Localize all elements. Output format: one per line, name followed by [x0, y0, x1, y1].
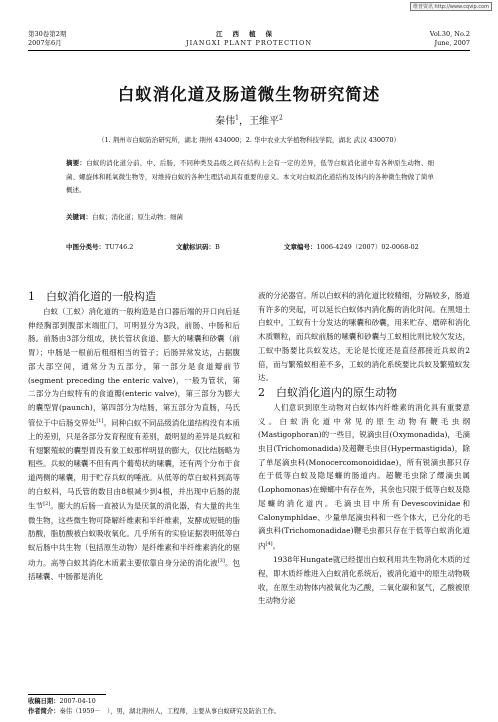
citation-3: [3] — [217, 557, 225, 564]
paper-title: 白蚁消化道及肠道微生物研究简述 — [117, 85, 381, 104]
citation-4: [4] — [265, 540, 273, 547]
keywords — [66, 212, 434, 221]
s1-text-2: 。同种白蚁不同品级消化道结构没有本质上的差别，只是各部分发育程度有差别，最明显的差异是兵蚁和有翅繁殖蚁的囊型胃没有象工蚁那样明显的膨大，仅比结肠略为粗些。兵蚁的嗉囊不但有两个葡萄状的嗉囊，还有两个分布于食道两侧的嗉囊，用于贮存兵蚁的唾液。从低等的草白蚁科到高等的白蚁科，马氏管的数目由8根减少到4根，并出现中后肠的混生节 — [28, 418, 241, 511]
doc-label: 文献标识码： — [176, 243, 215, 251]
s2-text-1: 人们意识到原生动物对白蚁体内纤维素的消化具有重要意义。白蚁消化道中常见的原生动物有鞭毛虫纲(Mastigophoran)的一些目，锐滴虫目(Oxymonadida)，毛滴虫目(Trichomonadida)及超鞭毛虫目(Hypermastigida)，除了单尾滴虫科(Monocercomonoididae)，所有锐滴虫都只存在于低等白蚁及隐尾蠊的肠道内。超鞭毛虫除了缨滴虫属(Lophomonas)在蟑螂中有存在外，其余也只限于低等白蚁及隐尾蠊的消化道内。毛滴虫目中所有Devescovinidae和Calonymphldae、少量单尾滴虫科和一些个体大，已分化的毛滴虫科(Trichomonadidae)鞭毛虫都只存在于低等白蚁消化道内 — [258, 402, 470, 551]
keywords-text: 白蚁；消化道；原生动物；细菌 — [92, 213, 183, 221]
article-number — [284, 242, 419, 251]
s1-text-4-rest: 液的分泌器官。所以白蚁科的消化道比较精细，分隔较多，肠道有许多的突起，可以延长白蚁体内消化酶的消化时间。在黑翅土白蚁中，工蚁有十分发达的嗉囊和砂囊，用来贮存、磨碎和消化木质颗粒，而兵蚁前肠的嗉囊和砂囊与工蚁相比则比较欠发达，工蚁中肠要比兵蚁发达，无论是长度还是直径都接近兵蚁的2倍，而与繁殖蚁相差不多，工蚁的消化系统要比兵蚁及繁殖蚁发达。 — [258, 291, 470, 383]
footnote-received — [28, 697, 468, 707]
s1-text-1: 白蚁（工蚁）消化道的一般构造是自口器后端的开口向后延伸经胸部到腹部末端肛门，可明显分为3段，前肠、中肠和后肠。前肠由3部分组成，狭长管状食道、膨大的嗉囊和砂囊（前胃）；中肠是一根前后粗细相当的管子；后肠异常发达，占据腹部大部空间，通常分为五部分，第一部分是食道瓣前节(segment preceding the enteric valve)，一般为管状，第二部分为白蚁特有的食道瓣(enteric valve)，第三部分为膨大的囊型胃(paunch)，第四部分为结肠，第五部分为直肠，马氏管位于中后肠交界处 — [28, 307, 240, 428]
citation-2: [2] — [43, 501, 51, 508]
watermark-badge: 维普资讯 http://www.cqvip.com — [410, 2, 492, 11]
received-date: 2007-04-10 — [59, 698, 96, 705]
date-cn: 2007年6月 — [28, 39, 62, 47]
body-column-right — [258, 289, 470, 608]
author-1: 秦伟 — [215, 116, 236, 127]
author-separator: ， — [239, 116, 249, 127]
author-2: 王维平 — [249, 116, 279, 127]
section-2-heading: 2 白蚁消化道内的原生动物 — [258, 385, 397, 399]
s2-text-1-end: 。 — [272, 541, 281, 551]
journal-name-cn: 江西植保 — [216, 30, 282, 38]
affiliation: （1. 荆州市白蚁防治研究所，湖北 荆州 434000；2. 华中农业大学植物科技学院，湖北 武汉 430070） — [98, 136, 400, 144]
author-info: 秦伟（1959－ ），男，湖北荆州人，工程师，主要从事白蚁研究及防治工作。 — [59, 708, 281, 715]
section-2-paragraph-1 — [258, 401, 470, 553]
received-label: 收稿日期： — [28, 698, 60, 705]
doc-value: B — [215, 243, 220, 251]
volume-issue-cn: 第30卷第2期 — [28, 30, 67, 38]
author-1-sup: 1 — [235, 114, 239, 122]
article-label: 文章编号： — [284, 243, 317, 251]
citation-1: [1] — [96, 417, 104, 424]
section-1-heading: 1 白蚁消化道的一般构造 — [28, 290, 156, 303]
clc-label: 中图分类号： — [66, 243, 105, 251]
clc-number — [66, 242, 133, 251]
author-2-sup: 2 — [279, 114, 283, 122]
s1-text-4-start: 。包括嗉囊、中肠都是消化 — [28, 558, 241, 581]
volume-issue-en: Vol.30, No.2 — [429, 30, 470, 38]
body-column-left — [28, 289, 240, 584]
footnote-author — [28, 707, 468, 717]
header-right — [430, 30, 470, 48]
author-info-label: 作者简介： — [28, 708, 60, 715]
keywords-label: 关键词： — [66, 213, 92, 221]
clc-value: TU746.2 — [105, 243, 134, 251]
abstract-label: 摘要： — [66, 159, 87, 167]
abstract — [66, 157, 434, 198]
article-value: 1006-4249（2007）02-0068-02 — [316, 243, 419, 251]
date-en: June, 2007 — [434, 39, 470, 47]
section-1-continued — [258, 289, 470, 385]
section-2-paragraph-2: 1938年Hungate就已经提出白蚁利用共生物消化木质的过程，即木质纤维进入白蚁消化系统后，被消化道中的原生动物吸收，在原生动物体内被氧化为乙酸，二氧化碳和氢气，乙酸被原生动物分泌 — [258, 555, 470, 606]
journal-header — [0, 30, 498, 48]
section-1-paragraph — [28, 305, 240, 584]
footnote-divider — [28, 694, 106, 695]
header-divider — [28, 50, 470, 51]
author-line — [0, 112, 498, 127]
journal-name-en: JIANGXI PLANT PROTECTION — [185, 39, 313, 47]
doc-code — [176, 242, 220, 251]
s1-text-3: 。膨大的后肠一直被认为是厌氧的消化器，有大量的共生微生物，这些微生物可降解纤维素和半纤维素，发酵成短链的脂肪酸，脂肪酸被白蚁吸收氧化。几乎所有的实验证据表明低等白蚁后肠中共生物（包括原生动物）是纤维素和半纤维素消化的驱动力。高等白蚁其消化木质素主要依靠自身分泌的消化液 — [28, 501, 241, 568]
abstract-text: 白蚁的消化道分前、中、后肠，不同种类及品级之间在结构上会有一定的差异，低等白蚁消化道中有各种原生动物、细菌、螺旋体和耗氧微生物等，对维持白蚁的各种生理活动具有重要的意义。本文对白蚁消化道结构及体内的各种微生物做了简单概述。 — [66, 159, 435, 194]
